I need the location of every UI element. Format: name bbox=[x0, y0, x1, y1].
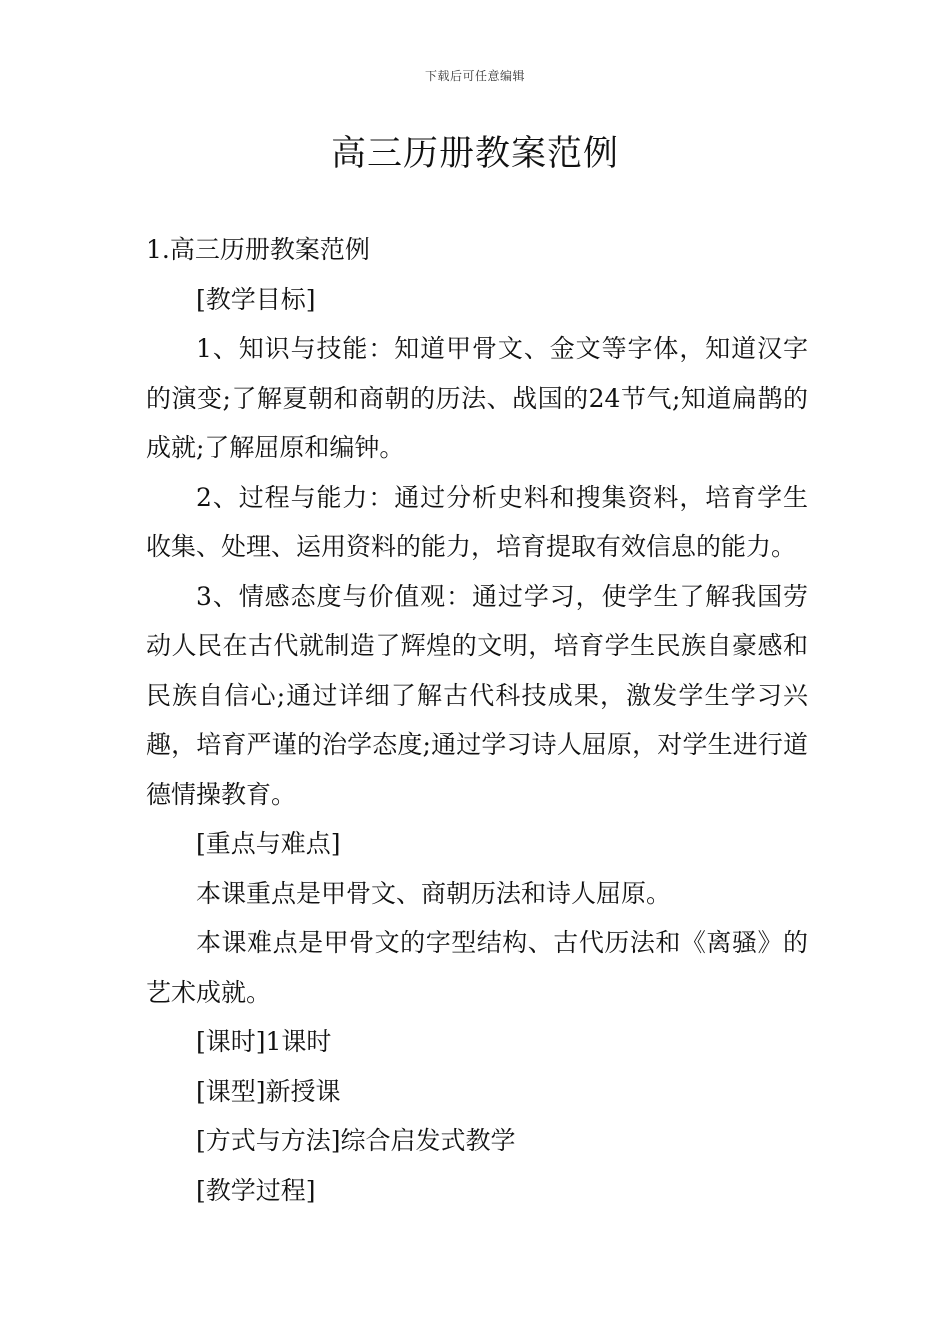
label-class-hours: [课时]1课时 bbox=[196, 1027, 332, 1056]
paragraph-key-points: 本课重点是甲骨文、商朝历法和诗人屈原。 bbox=[196, 878, 672, 908]
label-key-difficult-points: [重点与难点] bbox=[196, 829, 341, 858]
label-teaching-process: [教学过程] bbox=[196, 1175, 316, 1205]
paragraph-process-ability: 2、过程与能力：通过分析史料和搜集资料，培育学生收集、处理、运用资料的能力，培育提取有效信息的能力。 bbox=[146, 482, 808, 561]
label-teaching-objectives: [教学目标] bbox=[196, 284, 316, 314]
header-note: 下载后可任意编辑 bbox=[424, 69, 525, 83]
label-methods: [方式与方法]综合启发式教学 bbox=[196, 1126, 516, 1155]
section-heading: 1.高三历册教案范例 bbox=[146, 235, 370, 264]
label-lesson-type: [课型]新授课 bbox=[196, 1076, 341, 1106]
document-body bbox=[146, 225, 808, 1215]
paragraph-knowledge-skills: 1、知识与技能：知道甲骨文、金文等字体，知道汉字的演变;了解夏朝和商朝的历法、战国的24节气;知道扁鹊的成就;了解屈原和编钟。 bbox=[146, 334, 808, 462]
paragraph-emotion-values: 3、情感态度与价值观：通过学习，使学生了解我国劳动人民在古代就制造了辉煌的文明，培育学生民族自豪感和民族自信心;通过详细了解古代科技成果，激发学生学习兴趣，培育严谨的治学态度;通过学习诗人屈原，对学生进行道德情操教育。 bbox=[146, 581, 808, 809]
paragraph-difficult-points: 本课难点是甲骨文的字型结构、古代历法和《离骚》的艺术成就。 bbox=[146, 928, 808, 1007]
document-title: 高三历册教案范例 bbox=[330, 134, 619, 174]
